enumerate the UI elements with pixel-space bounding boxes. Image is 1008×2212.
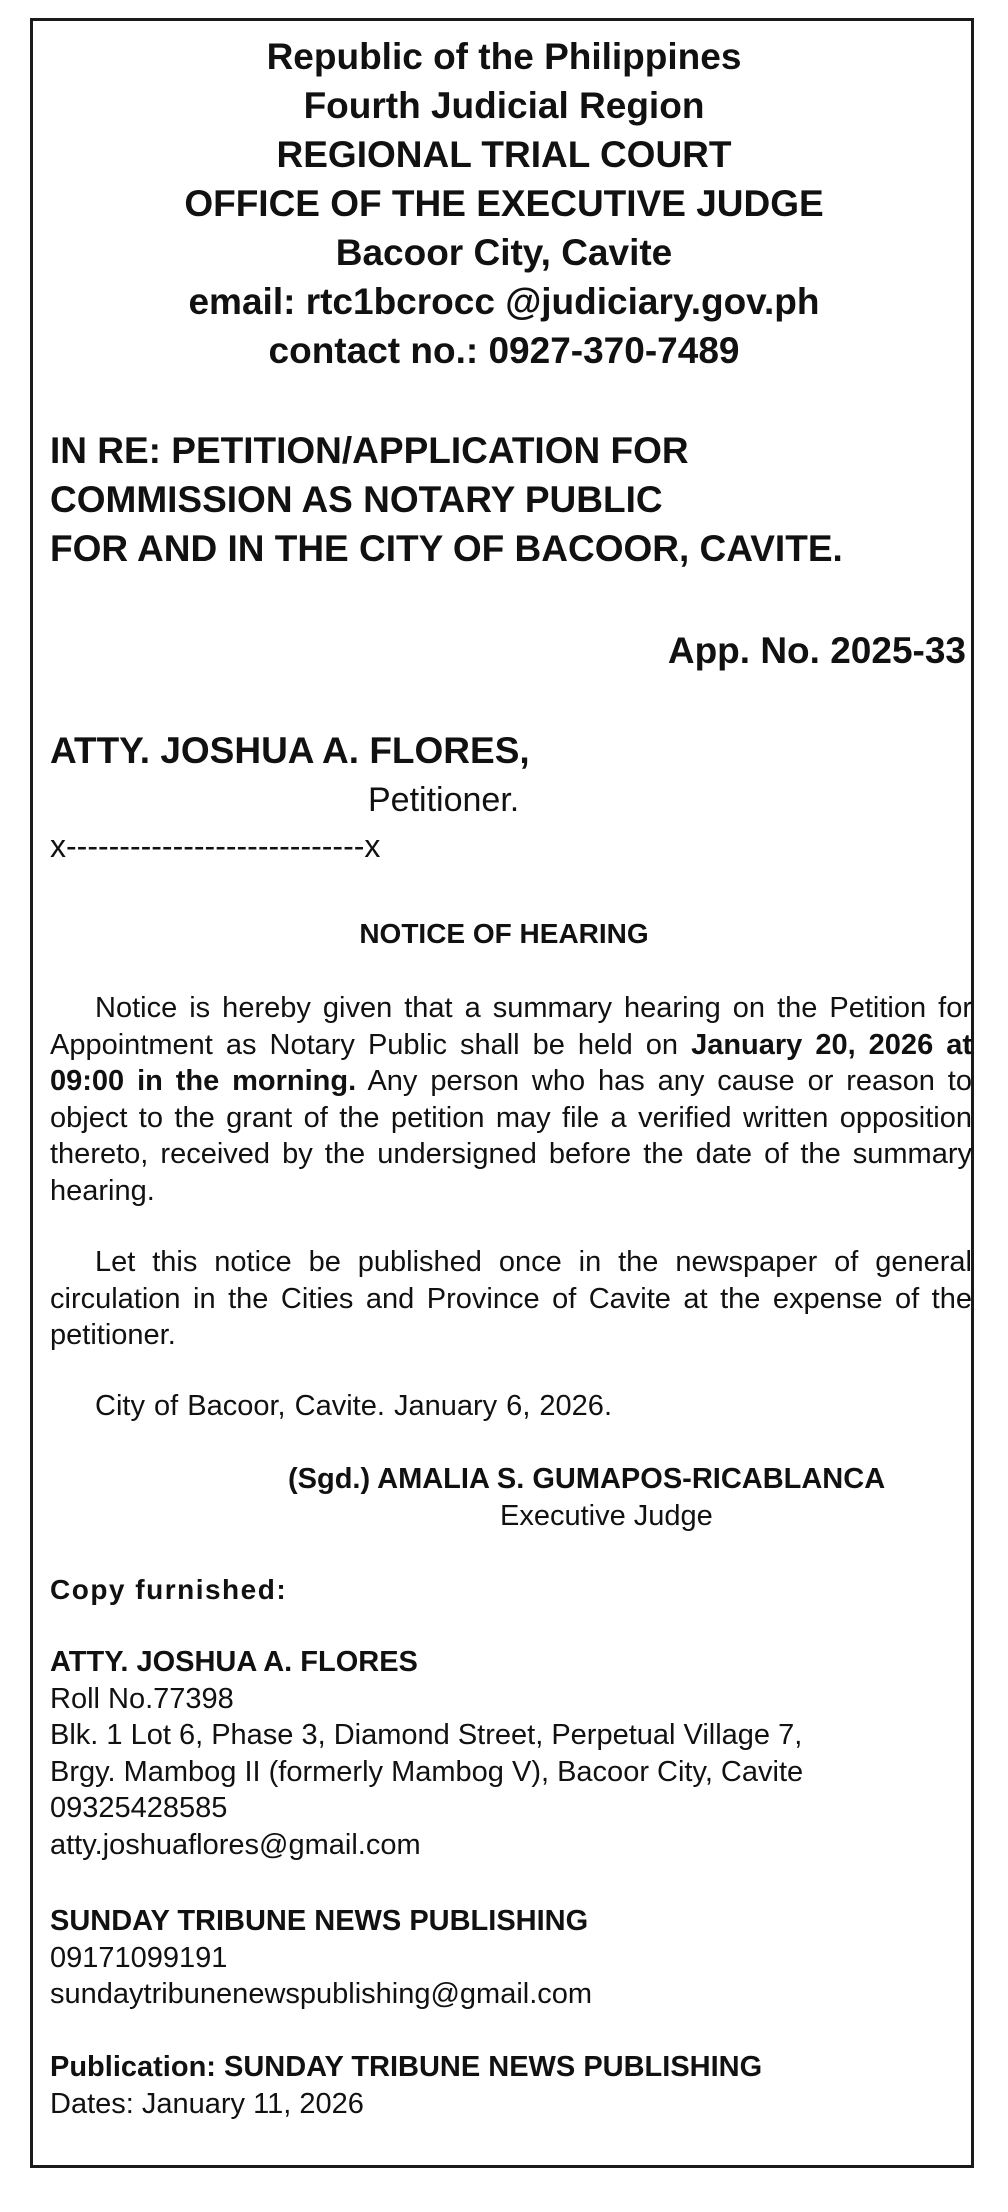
in-re-line-1: IN RE: PETITION/APPLICATION FOR bbox=[50, 430, 689, 471]
signatory-name: (Sgd.) AMALIA S. GUMAPOS-RICABLANCA bbox=[288, 1463, 886, 1495]
notice-paragraph-2 bbox=[50, 1244, 972, 1354]
petitioner-role: Petitioner. bbox=[368, 781, 520, 819]
recipient-petitioner bbox=[50, 1644, 803, 1863]
recipient2-name: SUNDAY TRIBUNE NEWS PUBLISHING bbox=[50, 1905, 589, 1937]
copy-furnished-label: Copy furnished: bbox=[50, 1574, 288, 1605]
recipient1-phone: 09325428585 bbox=[50, 1792, 228, 1824]
p1-text-end: Any person who has any cause or reason to object to the grant of the petition may file a verified written opposition thereto, received by the undersigned before the date of the summary hearing. bbox=[50, 1065, 972, 1207]
recipient1-email: atty.joshuaflores@gmail.com bbox=[50, 1828, 421, 1861]
header-region: Fourth Judicial Region bbox=[303, 85, 705, 126]
publication-dates: Dates: January 11, 2026 bbox=[50, 2087, 364, 2120]
header-city: Bacoor City, Cavite bbox=[335, 232, 673, 273]
header-contact: contact no.: 0927-370-7489 bbox=[268, 330, 740, 371]
in-re-line-2: COMMISSION AS NOTARY PUBLIC bbox=[50, 479, 663, 520]
notice-paragraph-3 bbox=[50, 1388, 972, 1425]
application-number: App. No. 2025-33 bbox=[667, 630, 966, 671]
petitioner-name: ATTY. JOSHUA A. FLORES, bbox=[50, 730, 530, 771]
in-re-line-3: FOR AND IN THE CITY OF BACOOR, CAVITE. bbox=[50, 528, 843, 569]
header-republic: Republic of the Philippines bbox=[266, 36, 742, 77]
publication-label: Publication: SUNDAY TRIBUNE NEWS PUBLISHING bbox=[50, 2051, 763, 2083]
recipient1-roll: Roll No.77398 bbox=[50, 1682, 234, 1715]
notice-title: NOTICE OF HEARING bbox=[359, 918, 649, 949]
header-email: email: rtc1bcrocc @judiciary.gov.ph bbox=[188, 281, 820, 322]
signatory-title: Executive Judge bbox=[500, 1500, 713, 1532]
publication-info bbox=[50, 2049, 762, 2122]
recipient1-address-2: Brgy. Mambog II (formerly Mambog V), Bacoor City, Cavite bbox=[50, 1755, 804, 1788]
recipient2-email: sundaytribunenewspublishing@gmail.com bbox=[50, 1978, 593, 2010]
p3-text: City of Bacoor, Cavite. January 6, 2026. bbox=[95, 1390, 612, 1422]
header-office: OFFICE OF THE EXECUTIVE JUDGE bbox=[184, 183, 824, 224]
hearing-date: January 20, 2026 at 09:00 in the morning. bbox=[50, 1028, 973, 1097]
p1-text-start: Notice is hereby given that a summary hearing on the Petition for Appointment as Notary Public shall be held on bbox=[50, 992, 972, 1061]
recipient-publisher bbox=[50, 1903, 592, 2013]
recipient1-address-1: Blk. 1 Lot 6, Phase 3, Diamond Street, Perpetual Village 7, bbox=[50, 1719, 803, 1751]
p2-text: Let this notice be published once in the newspaper of general circulation in the Cities and Province of Cavite at the expense of the petitioner. bbox=[50, 1246, 972, 1351]
caption-separator: x----------------------------x bbox=[50, 828, 381, 864]
notice-paragraph-1 bbox=[50, 990, 972, 1209]
recipient1-name: ATTY. JOSHUA A. FLORES bbox=[50, 1646, 418, 1678]
header-court: REGIONAL TRIAL COURT bbox=[276, 134, 732, 175]
recipient2-phone: 09171099191 bbox=[50, 1941, 228, 1974]
